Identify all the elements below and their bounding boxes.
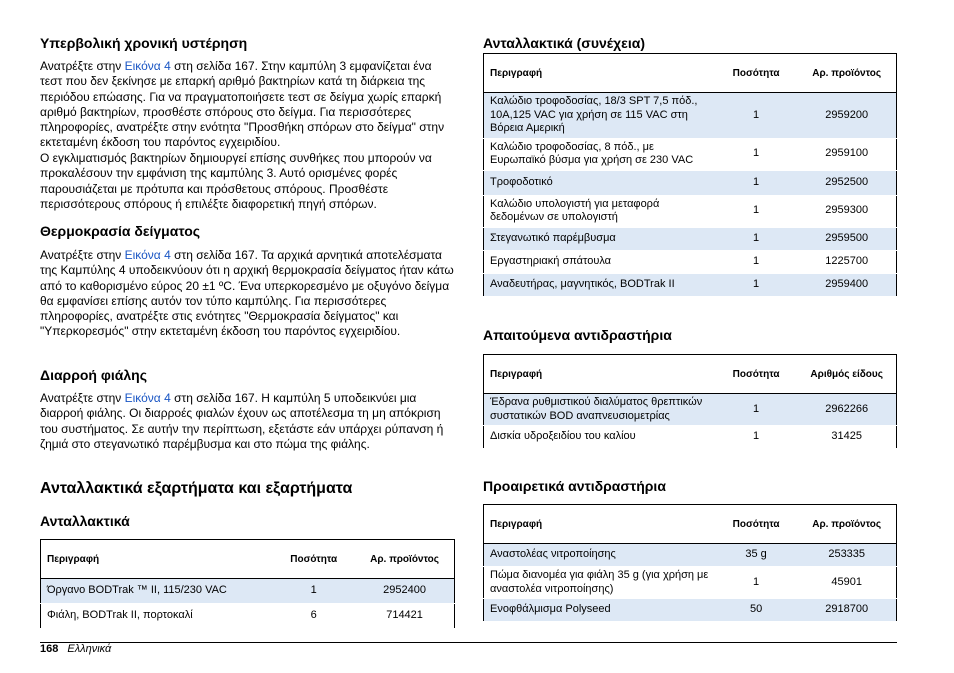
paragraph-bottle-leak: Ανατρέξτε στην Εικόνα 4 στη σελίδα 167. Η καμπύλη 5 υποδεικνύει μια διαρροή φιάλης. Οι διαρροές φιαλών έχουν ως αποτέλεσμα τη μη απόκριση του συστήματος. Σε αυτήν την περίπτωση, εξετάστε εάν υπάρχει ρύπανση ή ζημιά στο στεγανωτικό παρέμβυσμα και στο πώμα της φιάλης.	[40, 391, 444, 451]
table-header-row	[484, 505, 897, 544]
col-header-description: Περιγραφή	[484, 505, 715, 544]
page-footer	[40, 643, 111, 655]
table-row: Καλώδιο υπολογιστή για μεταφορά δεδομένων σε υπολογιστή 1 2959300	[484, 195, 897, 227]
table-header-row	[484, 54, 897, 93]
col-header-quantity: Ποσότητα	[715, 355, 798, 394]
col-header-item-number: Αριθμός είδους	[797, 355, 896, 394]
table-row: Έδρανα ρυθμιστικού διαλύματος θρεπτικών συστατικών BOD αναπνευσιομετρίας 1 2962266	[484, 394, 897, 426]
required-reagents-table	[483, 354, 897, 449]
table-row: Τροφοδοτικό 1 2952500	[484, 170, 897, 195]
section-title-optional-reagents: Προαιρετικά αντιδραστήρια	[483, 478, 666, 494]
table-row: Καλώδιο τροφοδοσίας, 8 πόδ., με Ευρωπαϊκό βύσμα για χρήση σε 230 VAC 1 2959100	[484, 138, 897, 170]
spare-parts-table	[40, 539, 455, 629]
section-title-sample-temperature: Θερμοκρασία δείγματος	[40, 223, 201, 239]
main-title-replacement-parts: Ανταλλακτικά εξαρτήματα και εξαρτήματα	[40, 480, 353, 497]
table-row: Αναστολέας νιτροποίησης 35 g 253335	[484, 544, 897, 567]
paragraph-lag-2: Ο εγκλιματισμός βακτηρίων δημιουργεί επίσης συνθήκες που μπορούν να προκαλέσουν την εμφάνιση της καμπύλης 3. Αυτό ορισμένες φορές παρουσιάζεται με πρότυπα και πρόσθετους σπόρους. Προσθέστε περισσότερους σπόρους ή επιλέξτε διαφορετική πηγή σπόρων.	[40, 151, 432, 211]
section-title-excessive-lag: Υπερβολική χρονική υστέρηση	[40, 35, 248, 51]
col-header-quantity: Ποσότητα	[715, 505, 798, 544]
section-title-spare-parts-continued: Ανταλλακτικά (συνέχεια)	[483, 35, 645, 51]
link-figure-4[interactable]: Εικόνα 4	[124, 248, 171, 262]
table-row: Φιάλη, BODTrak II, πορτοκαλί 6 714421	[41, 604, 455, 629]
col-header-quantity: Ποσότητα	[272, 540, 355, 579]
paragraph-temperature: Ανατρέξτε στην Εικόνα 4 στη σελίδα 167. Τα αρχικά αρνητικά αποτελέσματα της Καμπύλης 4 υποδεικνύουν ότι η αρχική θερμοκρασία δείγματος ήταν κάτω από το καθορισμένο εύρος 20 ±1 ºC. Ένα υπερκορεσμένο με οξυγόνο δείγμα θα εμφανίσει επίσης αυτόν τον τύπο καμπύλης. Για περισσότερες πληροφορίες, ανατρέξτε στις ενότητες "Θερμοκρασία δείγματος" και "Υπερκορεσμός" στην εκτεταμένη έκδοση του παρόντος εγχειριδίου.	[40, 248, 454, 339]
table-row: Όργανο BODTrak ™ II, 115/230 VAC 1 2952400	[41, 579, 455, 604]
col-header-description: Περιγραφή	[484, 54, 715, 93]
col-header-quantity: Ποσότητα	[715, 54, 798, 93]
spare-parts-continued-table	[483, 53, 897, 297]
table-row: Αναδευτήρας, μαγνητικός, BODTrak II 1 2959400	[484, 273, 897, 296]
section-title-required-reagents: Απαιτούμενα αντιδραστήρια	[483, 327, 672, 343]
table-row: Εργαστηριακή σπάτουλα 1 1225700	[484, 250, 897, 273]
section-title-bottle-leak: Διαρροή φιάλης	[40, 367, 148, 383]
footer-rule	[40, 642, 897, 643]
table-row: Δισκία υδροξειδίου του καλίου 1 31425	[484, 426, 897, 449]
col-header-description: Περιγραφή	[41, 540, 273, 579]
col-header-description: Περιγραφή	[484, 355, 715, 394]
page-number: 168	[40, 643, 59, 655]
table-header-row	[484, 355, 897, 394]
footer-language: Ελληνικά	[67, 643, 112, 655]
table-header-row	[41, 540, 455, 579]
col-header-item-number: Αρ. προϊόντος	[797, 54, 896, 93]
table-row: Πώμα διανομέα για φιάλη 35 g (για χρήση με αναστολέα νιτροποίησης) 1 45901	[484, 567, 897, 599]
table-row: Στεγανωτικό παρέμβυσμα 1 2959500	[484, 227, 897, 250]
col-header-item-number: Αρ. προϊόντος	[355, 540, 454, 579]
table-row: Καλώδιο τροφοδοσίας, 18/3 SPT 7,5 πόδ., 10A,125 VAC για χρήση σε 115 VAC στη Βόρεια Αμερική 1 2959200	[484, 93, 897, 139]
section-title-spare-parts: Ανταλλακτικά	[40, 513, 130, 529]
table-row: Ενοφθάλμισμα Polyseed 50 2918700	[484, 599, 897, 622]
optional-reagents-table	[483, 504, 897, 622]
link-figure-4[interactable]: Εικόνα 4	[124, 59, 171, 73]
col-header-item-number: Αρ. προϊόντος	[797, 505, 896, 544]
link-figure-4[interactable]: Εικόνα 4	[124, 391, 171, 405]
paragraph-lag-1: Ανατρέξτε στην Εικόνα 4 στη σελίδα 167. Στην καμπύλη 3 εμφανίζεται ένα τεστ που δεν ξεκίνησε με επαρκή αριθμό βακτηρίων κατά τη διάρκεια της περιόδου επώασης. Για να πραγματοποιήσετε τεστ σε δείγμα χωρίς επαρκή αριθμό βακτηρίων, προσθέστε σπόρους στο δείγμα. Για περισσότερες πληροφορίες, ανατρέξτε στην ενότητα "Προσθήκη σπόρων στο δείγμα" στην εκτεταμένη έκδοση του παρόντος εγχειριδίου.	[40, 59, 445, 150]
